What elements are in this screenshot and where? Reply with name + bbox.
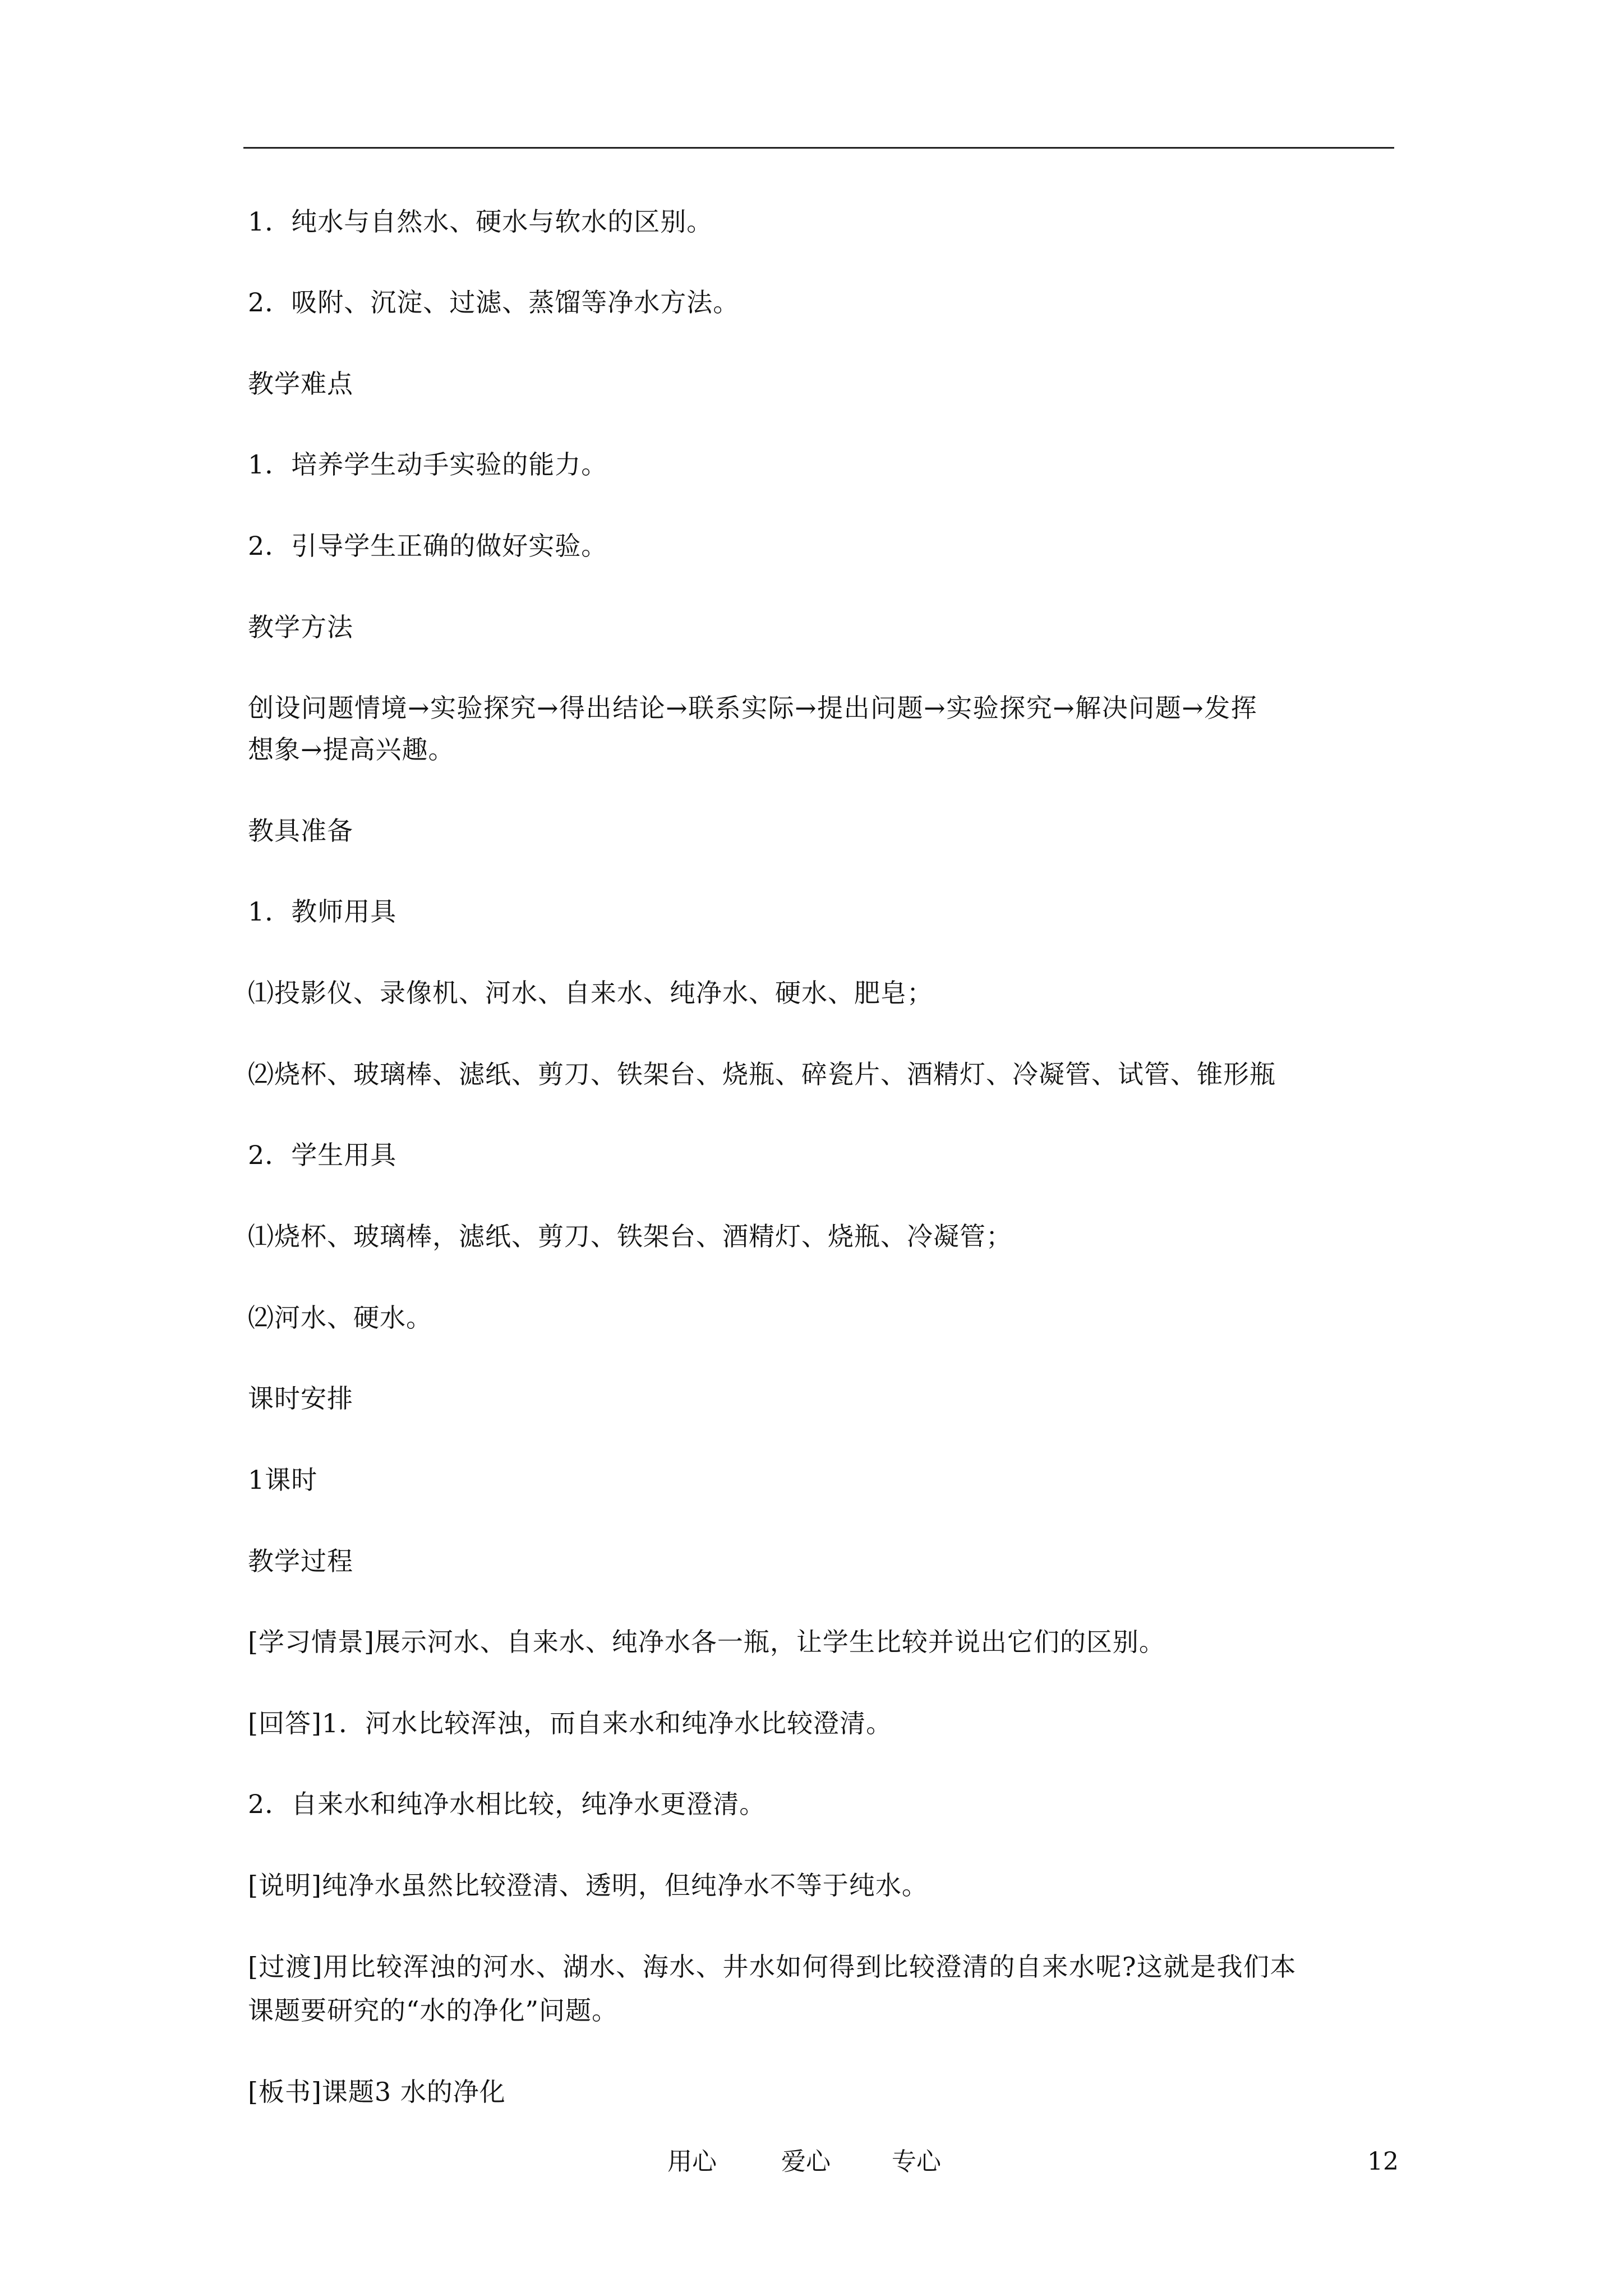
text-line: 1．教师用具: [248, 896, 397, 927]
text-line: ⑵河水、硬水。: [248, 1303, 432, 1333]
section-heading: 教具准备: [248, 816, 353, 846]
text-line: 2．引导学生正确的做好实验。: [248, 531, 608, 561]
page-number: 12: [1367, 2147, 1399, 2176]
text-line: 1课时: [248, 1465, 318, 1495]
text-line: 2．自来水和纯净水相比较，纯净水更澄清。: [248, 1789, 766, 1819]
section-heading: 教学难点: [248, 369, 353, 399]
footer-motto-3: 专心: [892, 2147, 941, 2176]
text-line: ⑵烧杯、玻璃棒、滤纸、剪刀、铁架台、烧瓶、碎瓷片、酒精灯、冷凝管、试管、锥形瓶: [248, 1059, 1276, 1089]
footer-motto-1: 用心: [667, 2147, 717, 2176]
text-line: [回答]1．河水比较浑浊，而自来水和纯净水比较澄清。: [248, 1708, 893, 1738]
text-line: ⑴投影仪、录像机、河水、自来水、纯净水、硬水、肥皂；: [248, 978, 933, 1008]
header-rule: [243, 147, 1394, 149]
text-line: 1．纯水与自然水、硬水与软水的区别。: [248, 206, 713, 237]
text-line: 创设问题情境→实验探究→得出结论→联系实际→提出问题→实验探究→解决问题→发挥: [248, 693, 1258, 723]
section-heading: 教学方法: [248, 612, 353, 642]
text-line: 1．培养学生动手实验的能力。: [248, 449, 608, 480]
text-line: 2．学生用具: [248, 1140, 397, 1170]
text-line: 2．吸附、沉淀、过滤、蒸馏等净水方法。: [248, 287, 740, 318]
section-heading: 教学过程: [248, 1546, 353, 1576]
text-line: [学习情景]展示河水、自来水、纯净水各一瓶，让学生比较并说出它们的区别。: [248, 1627, 1165, 1657]
text-line: [过渡]用比较浑浊的河水、湖水、海水、井水如何得到比较澄清的自来水呢?这就是我们本: [248, 1952, 1297, 1982]
text-line: ⑴烧杯、玻璃棒，滤纸、剪刀、铁架台、酒精灯、烧瓶、冷凝管；: [248, 1221, 1012, 1251]
footer-motto-2: 爱心: [781, 2147, 831, 2176]
text-line: 课题要研究的“水的净化”问题。: [248, 1995, 619, 2026]
text-line: [说明]纯净水虽然比较澄清、透明，但纯净水不等于纯水。: [248, 1870, 928, 1901]
section-heading: 课时安排: [248, 1383, 353, 1414]
text-line: [板书]课题3 水的净化: [248, 2077, 506, 2107]
text-line: 想象→提高兴趣。: [248, 734, 455, 765]
